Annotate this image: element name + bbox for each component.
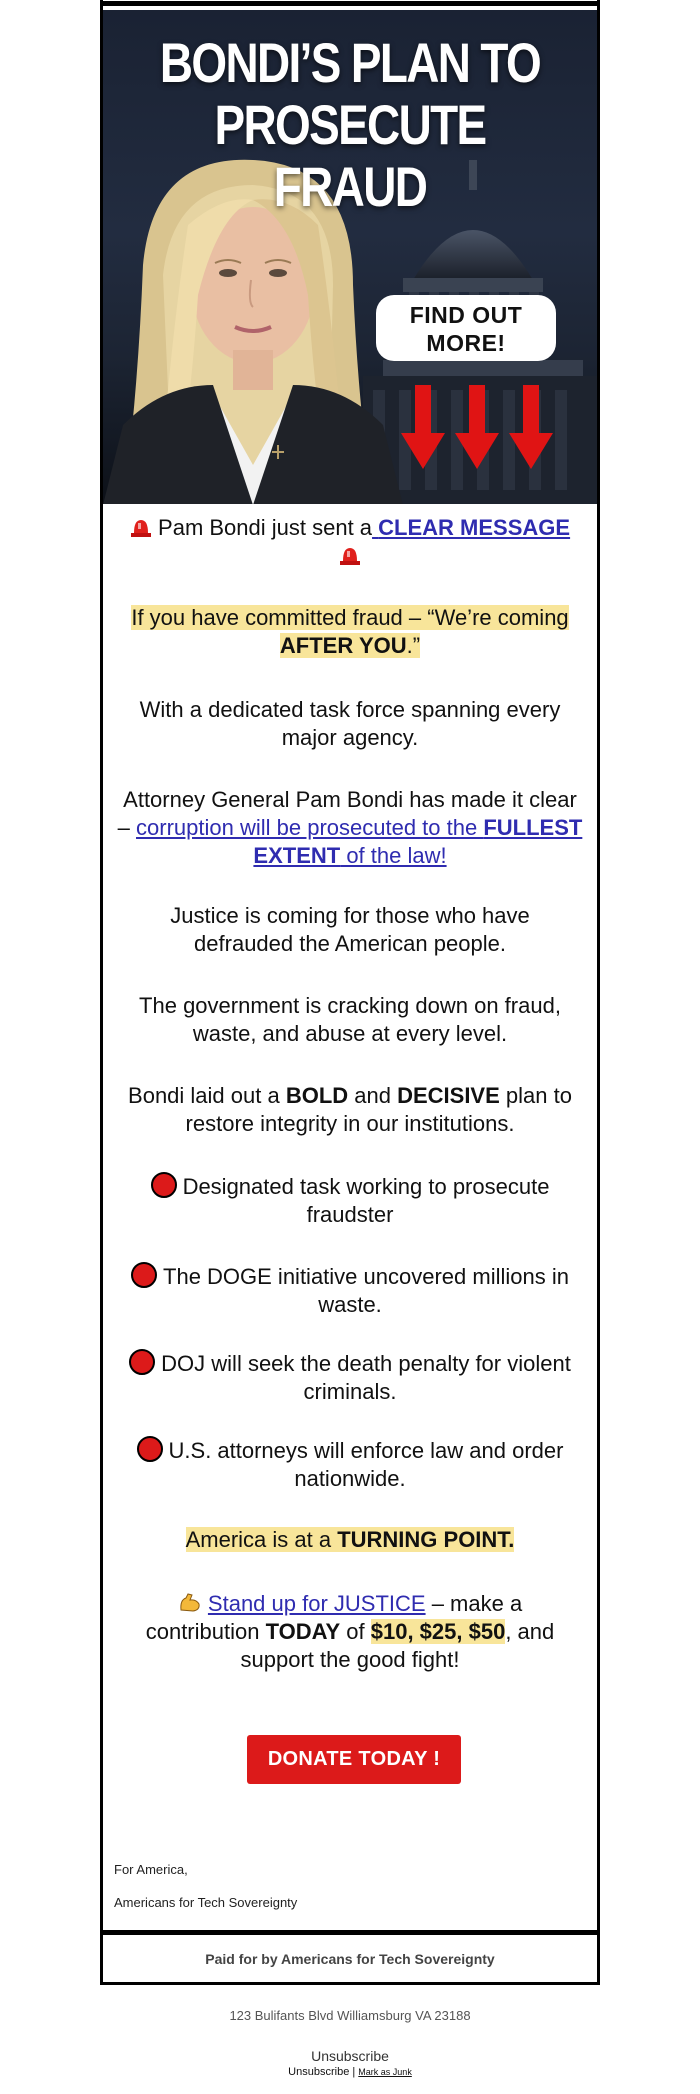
appeal-text-b: of [340,1619,371,1644]
crackdown-paragraph: The government is cracking down on fraud, waste, and abuse at every level. [139,993,561,1046]
plan-text-b: and [348,1083,398,1108]
red-circle-icon [151,1172,177,1198]
paid-for-disclaimer: Paid for by Americans for Tech Sovereignty [103,1930,597,1982]
email-card [100,0,600,1985]
intro-text: Pam Bondi just sent a [158,515,373,540]
appeal-amounts: $10, $25, $50 [370,1619,506,1644]
hero-title-line1: BONDI’S PLAN TO [159,31,541,94]
ag-lead-text: Attorney General Pam Bondi has made it clear – [117,787,577,840]
signoff-org: Americans for Tech Sovereignty [114,1895,298,1910]
unsubscribe-link[interactable]: Unsubscribe [311,2048,389,2064]
fullest-extent-link-a: corruption will be prosecuted to the [136,815,484,840]
find-out-more-callout[interactable] [376,295,556,361]
fraud-warning-text-b: .” [406,633,421,658]
fullest-extent-link[interactable] [136,815,582,868]
unsubscribe-link-secondary[interactable]: Unsubscribe [288,2066,350,2078]
clear-message-link[interactable] [372,515,570,540]
mark-as-junk-link[interactable]: Mark as Junk [358,2067,412,2077]
attorney-general-paragraph [117,786,583,870]
footer-links [0,2066,700,2078]
donate-today-button[interactable]: DONATE TODAY ! [247,1735,461,1784]
red-circle-icon [131,1262,157,1288]
plan-bold-1: BOLD [285,1083,349,1108]
turning-point-bold: TURNING POINT. [337,1527,515,1552]
link-separator: | [352,2066,356,2078]
clear-message-link-text: CLEAR MESSAGE [378,515,571,540]
appeal-today-bold: TODAY [265,1619,341,1644]
stand-up-justice-link[interactable]: Stand up for JUSTICE [207,1591,426,1616]
bullet-text: U.S. attorneys will enforce law and order nationwide. [168,1438,564,1491]
bullet-item [137,1172,563,1229]
bullet-item [127,1436,573,1493]
plan-text-a: Bondi laid out a [128,1083,286,1108]
hero-title-line2: PROSECUTE FRAUD [214,93,486,218]
bullet-item [117,1349,583,1406]
bullet-text: Designated task working to prosecute fraudster [182,1174,550,1227]
turning-point-text: America is at a [185,1527,338,1552]
flexed-biceps-icon [178,1592,202,1614]
task-force-paragraph: With a dedicated task force spanning every major agency. [139,697,561,750]
bullet-text: The DOGE initiative uncovered millions in waste. [163,1264,569,1317]
down-arrows-icon [401,385,561,475]
bullet-text: DOJ will seek the death penalty for violent criminals. [161,1351,571,1404]
mailing-address: 123 Bulifants Blvd Williamsburg VA 23188 [229,2008,471,2023]
plan-bold-2: DECISIVE [397,1083,500,1108]
fullest-extent-link-b: of the law! [340,843,447,868]
hero-title [147,32,552,218]
intro-paragraph [117,514,583,570]
bullet-item [117,1262,583,1319]
bold-plan-paragraph [117,1082,583,1138]
appeal-text-c: , and support the good fight! [240,1619,555,1672]
hero-banner[interactable] [103,10,597,504]
plan-text-c: plan to restore integrity in our institutions. [185,1083,572,1136]
appeal-text-a: – make a contribution [145,1591,523,1644]
fullest-extent-link-bold: FULLEST EXTENT [253,815,583,868]
contribution-appeal-paragraph [127,1590,573,1674]
justice-paragraph: Justice is coming for those who have defrauded the American people. [170,903,530,956]
red-circle-icon [129,1349,155,1375]
fraud-warning-paragraph [117,604,583,660]
siren-icon [130,517,152,537]
red-circle-icon [137,1436,163,1462]
turning-point-paragraph [117,1526,583,1554]
top-border [103,0,597,6]
fraud-warning-text-a: If you have committed fraud – “We’re coming [131,605,569,630]
signoff-line1: For America, [114,1862,188,1877]
find-out-line1: FIND OUT [409,302,523,328]
fraud-warning-bold: AFTER YOU [279,633,407,658]
siren-icon [339,545,361,565]
find-out-line2: MORE! [426,330,506,356]
